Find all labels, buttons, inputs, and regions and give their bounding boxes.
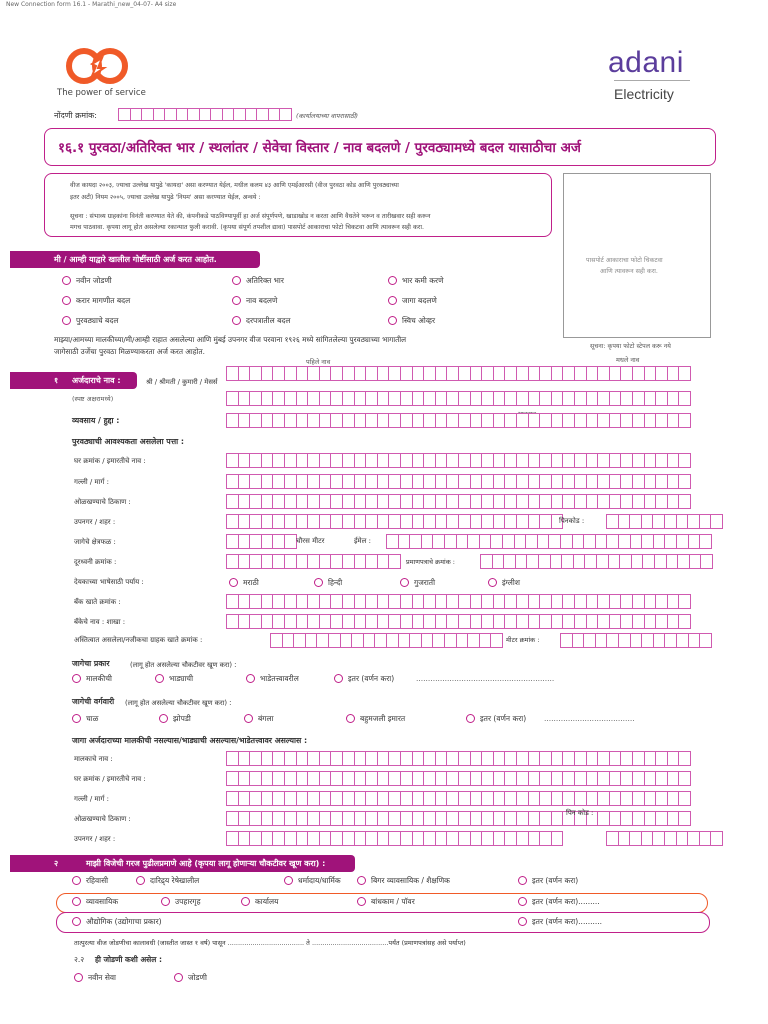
apply-option-5-label: जागा बदलणे [402,296,437,305]
connection-option-1-radio[interactable] [174,973,183,982]
place-class-heading: जागेची वर्गवारी [72,697,115,706]
apply-option-3-label: करार मागणीत बदल [76,296,131,305]
place-class-option-1-label: झोपडी [173,714,191,723]
need-option-c0-label: औद्योगिक (उद्योगाचा प्रकार) [86,917,162,926]
occupation-label: व्यवसाय / हुद्दा : [72,416,120,425]
occupation-cell[interactable] [678,413,691,428]
address-field-label-3: उपनगर / शहर : [74,518,116,526]
need-option-a0-label: रहिवासी [86,876,109,885]
owner-cell-2[interactable] [678,791,691,806]
place-class-hint: (लागू होत असलेल्या चौकटीवर खूण करा) : [125,699,232,707]
form-title: १६.१ पुरवठा/अतिरिक्त भार / स्थलांतर / सेवेचा विस्तार / नाव बदलणे / पुरवठ्यामध्ये बदल यासाठीचा अर्ज [58,140,581,156]
office-note: (कार्यालयाच्या वापरासाठी) [296,112,359,120]
temporary-duration: तात्पुरत्या वीज जोडणीचा कालावधी (जास्तीत जास्त १ वर्ष) पासून ..................................... ते .....................................पर्यंत (प्रमाणपत्रांसह असे पर्याप्त) [74,939,466,947]
address-field-label-1: गल्ली / मार्ग : [74,478,109,486]
language-option-3-label: इंग्लीश [502,578,520,587]
hint-middle-name: मधले नाव [616,356,640,364]
connection-option-0-radio[interactable] [74,973,83,982]
pincode-label: पिनकोड : [559,517,585,525]
bank-account-cell[interactable] [678,594,691,609]
sub-section-heading: ही जोडणी कशी असेल : [95,955,162,964]
registration-label: नोंदणी क्रमांक: [54,111,97,120]
address-field-label-5: दूरध्वनी क्रमांक : [74,558,117,566]
need-option-a3-radio[interactable] [357,876,366,885]
need-option-b1-radio[interactable] [161,897,170,906]
need-option-a4-radio[interactable] [518,876,527,885]
need-option-b4-label: इतर (वर्णन करा)......... [532,897,600,906]
owner-cell-4[interactable] [551,831,564,846]
need-option-c1-label: इतर (वर्णन करा).......... [532,917,603,926]
language-option-1-label: हिन्दी [328,578,343,587]
need-option-a1-radio[interactable] [136,876,145,885]
need-option-a0-radio[interactable] [72,876,81,885]
apply-option-1-radio[interactable] [232,276,241,285]
tagline: The power of service [57,88,146,98]
apply-option-4-radio[interactable] [232,296,241,305]
need-option-b2-radio[interactable] [241,897,250,906]
need-option-c0-radio[interactable] [72,917,81,926]
place-class-other-blank[interactable]: ...................................... [544,714,635,723]
photo-text2: आणि त्यावरून सही करा. [600,268,658,275]
apply-option-1-label: अतिरिक्त भार [246,276,284,285]
language-option-1-radio[interactable] [314,578,323,587]
need-option-b4-radio[interactable] [518,897,527,906]
place-type-option-0-radio[interactable] [72,674,81,683]
owner-field-label-3: ओळखण्याचे ठिकाण : [74,815,131,823]
bank-name-cell[interactable] [678,614,691,629]
apply-option-3-radio[interactable] [62,296,71,305]
brand-sub: Electricity [614,86,674,102]
address-cell-2[interactable] [678,494,691,509]
apply-option-0-label: नवीन जोडणी [76,276,112,285]
language-option-2-radio[interactable] [400,578,409,587]
applicant-name-cell-2[interactable] [678,391,691,406]
address-field-label-6: देयकाच्या भाषेसाठी पर्याय : [74,578,144,586]
file-header: New Connection form 16.1 - Marathi_new_04-07- A4 size [6,1,177,8]
place-type-option-3-label: इतर (वर्णन करा) [348,674,395,683]
language-option-3-radio[interactable] [488,578,497,587]
place-class-option-0-label: चाळ [86,714,99,723]
cert-label: प्रमाणपत्राचे क्रमांक : [406,558,455,566]
section2-heading: माझी विजेची गरज पुढीलप्रमाणे आहे (कृपया लागू होणाऱ्या चौकटीवर खूण करा) : [86,859,326,868]
intro-line1: वीज कायदा २००३, ज्याचा उल्लेख यापुढे 'कायदा' असा करण्यात येईल, मधील कलम ४३ आणि एमईआरसी (वीज पुरवठा कोड आणि पुरवठ्याच्या [70,182,399,189]
connection-option-1-label: जोडणी [188,973,207,982]
place-type-option-2-label: भाडेतत्त्वावरील [260,674,299,683]
apply-option-2-label: भार कमी करणे [402,276,444,285]
language-option-0-radio[interactable] [229,578,238,587]
apply-option-2-radio[interactable] [388,276,397,285]
place-type-option-2-radio[interactable] [246,674,255,683]
address-field-label-8: बँकेचे नाव : शाखा : [74,618,126,626]
email-cell[interactable] [699,534,712,549]
apply-option-8-label: स्विच ओव्हर [402,316,436,325]
need-option-b2-label: कार्यालय [255,897,279,906]
place-class-option-2-label: बंगला [258,714,274,723]
address-field-label-7: बँक खाते क्रमांक : [74,598,121,606]
intro-line3: सूचना : संभाव्य ग्राहकांना विनंती करण्यात येते की, कंपनीकडे पाठविण्यापूर्वी हा अर्ज संपूर्णपणे, खाडाखोड न करता आणि वैधतेने भरून व तारीखवार सही करून [70,213,431,220]
applicant-name-cell[interactable] [678,366,691,381]
adani-logo-mark [64,46,130,88]
place-class-option-1-radio[interactable] [159,714,168,723]
apply-option-4-label: नाव बदलणे [246,296,278,305]
salutation: श्री / श्रीमती / कुमारी / मेसर्स [146,378,218,386]
consumer-account-cell[interactable] [490,633,503,648]
owner-field-label-1: घर क्रमांक / इमारतीचे नाव : [74,775,146,783]
language-option-0-label: मराठी [243,578,259,587]
sub-section-num: २.२ [74,955,85,964]
need-option-a3-label: बिगर व्यावसायिक / शैक्षणिक [371,876,450,885]
need-option-a4-label: इतर (वर्णन करा) [532,876,579,885]
brand-name: adani [608,46,684,79]
owner-pincode-cell[interactable] [710,831,723,846]
photo-text1: पासपोर्ट आकाराचा फोटो चिकटवा [586,257,663,264]
place-type-option-1-radio[interactable] [155,674,164,683]
owner-field-label-2: गल्ली / मार्ग : [74,795,109,803]
need-option-a2-radio[interactable] [284,876,293,885]
area-cell[interactable] [284,534,297,549]
address-field-label-2: ओळखण्याचे ठिकाण : [74,498,131,506]
place-class-option-2-radio[interactable] [244,714,253,723]
clear-letters-note: (स्पष्ट अक्षरामध्ये) [72,395,114,403]
registration-cell[interactable] [279,108,292,121]
place-class-option-4-label: इतर (वर्णन करा) [480,714,527,723]
need-option-a2-label: धर्मादाय/धार्मिक [298,876,341,885]
owner-cell-0[interactable] [678,751,691,766]
place-type-option-0-label: मालकीची [86,674,112,683]
meter-cell[interactable] [699,633,712,648]
section0-para1: माझ्या/आमच्या मालकीच्या/मी/आम्ही राहात असलेल्या आणि मुंबई उपनगर वीज परवाना १९२६ मध्ये सांगितलेल्या पुरवठ्याच्या भागातील [54,335,407,344]
address-cell-0[interactable] [678,453,691,468]
photo-note: सूचना: कृपया फोटो स्टेपल करू नये [590,343,671,350]
sqm-label: चौरस मीटर [296,537,325,545]
apply-option-8-radio[interactable] [388,316,397,325]
hint-first-name: पहिले नाव [306,358,331,366]
email-label: ईमेल : [354,537,371,545]
brand-divider [614,80,690,81]
pincode-cell[interactable] [710,514,723,529]
apply-option-6-label: पुरवठ्याचे बदल [76,316,119,325]
apply-option-0-radio[interactable] [62,276,71,285]
apply-option-5-radio[interactable] [388,296,397,305]
place-type-hint: (लागू होत असलेल्या चौकटीवर खूण करा) : [130,661,237,669]
connection-option-0-label: नवीन सेवा [88,973,117,982]
need-option-b0-label: व्यावसायिक [86,897,119,906]
intro-line4: मगच पाठवावा. कृपया लागू होत असलेल्या रकान्यात फुली करावी. (कृपया संपूर्ण तपशील द्यावा) पासपोर्ट आकाराचा फोटो चिकटवा आणि त्यावरून सही करा. [70,224,424,231]
need-option-a1-label: दारिद्र्य रेषेखालील [150,876,200,885]
place-class-option-0-radio[interactable] [72,714,81,723]
place-type-option-3-radio[interactable] [334,674,343,683]
address-cell-1[interactable] [678,474,691,489]
apply-option-6-radio[interactable] [62,316,71,325]
owner-field-label-0: मालकाचे नाव : [74,755,113,763]
place-class-option-3-radio[interactable] [346,714,355,723]
cert-cell[interactable] [700,554,713,569]
place-type-option-1-label: भाड्याची [169,674,194,683]
address-field-label-9: अस्तित्वात असलेला/नजीकचा ग्राहक खाते क्रमांक : [74,636,203,644]
address-field-label-4: जागेचे क्षेत्रफळ : [74,538,116,546]
need-option-b1-label: उपहारगृह [175,897,201,906]
place-type-other-blank[interactable]: .......................................................... [416,674,555,683]
section2-num: २ [54,859,59,868]
section0-para2: जागेसाठी उर्जेचा पुरवठा मिळण्याकरता अर्ज करत आहोत. [54,347,205,356]
owner-cell-1[interactable] [678,771,691,786]
owner-heading: जागा अर्जदाराच्या मालकीची नसल्यास/भाड्याची असल्यास/भाडेतत्त्वावर असल्यास : [72,736,308,745]
section1-heading: अर्जदाराचे नाव : [72,376,121,385]
place-type-heading: जागेचा प्रकार [72,659,110,668]
language-option-2-label: गुजराती [414,578,436,587]
place-class-option-4-radio[interactable] [466,714,475,723]
owner-pin-label: पिन कोड : [566,809,594,817]
section1-num: १ [54,376,59,385]
owner-cell-3[interactable] [678,811,691,826]
place-class-option-3-label: बहुमजली इमारत [360,714,406,723]
need-option-b0-radio[interactable] [72,897,81,906]
address-heading: पुरवठ्याची आवश्यकता असलेला पत्ता : [72,437,184,446]
meter-label: मीटर क्रमांक : [506,636,540,644]
phone-cell[interactable] [388,554,401,569]
intro-line2: इतर अटी) नियम २००५, ज्याचा उल्लेख यापुढे 'नियम' असा करण्यात येईल, अन्वये : [70,194,261,201]
need-option-b3-radio[interactable] [357,897,366,906]
need-option-b3-label: बांधकाम / पॉवर [371,897,415,906]
apply-option-7-label: दरपत्रातील बदल [246,316,291,325]
owner-field-label-4: उपनगर / शहर : [74,835,116,843]
section0-heading: मी / आम्ही याद्वारे खालील गोष्टींसाठी अर्ज करत आहोत. [54,255,217,264]
need-option-c1-radio[interactable] [518,917,527,926]
address-field-label-0: घर क्रमांक / इमारतीचे नाव : [74,457,146,465]
apply-option-7-radio[interactable] [232,316,241,325]
